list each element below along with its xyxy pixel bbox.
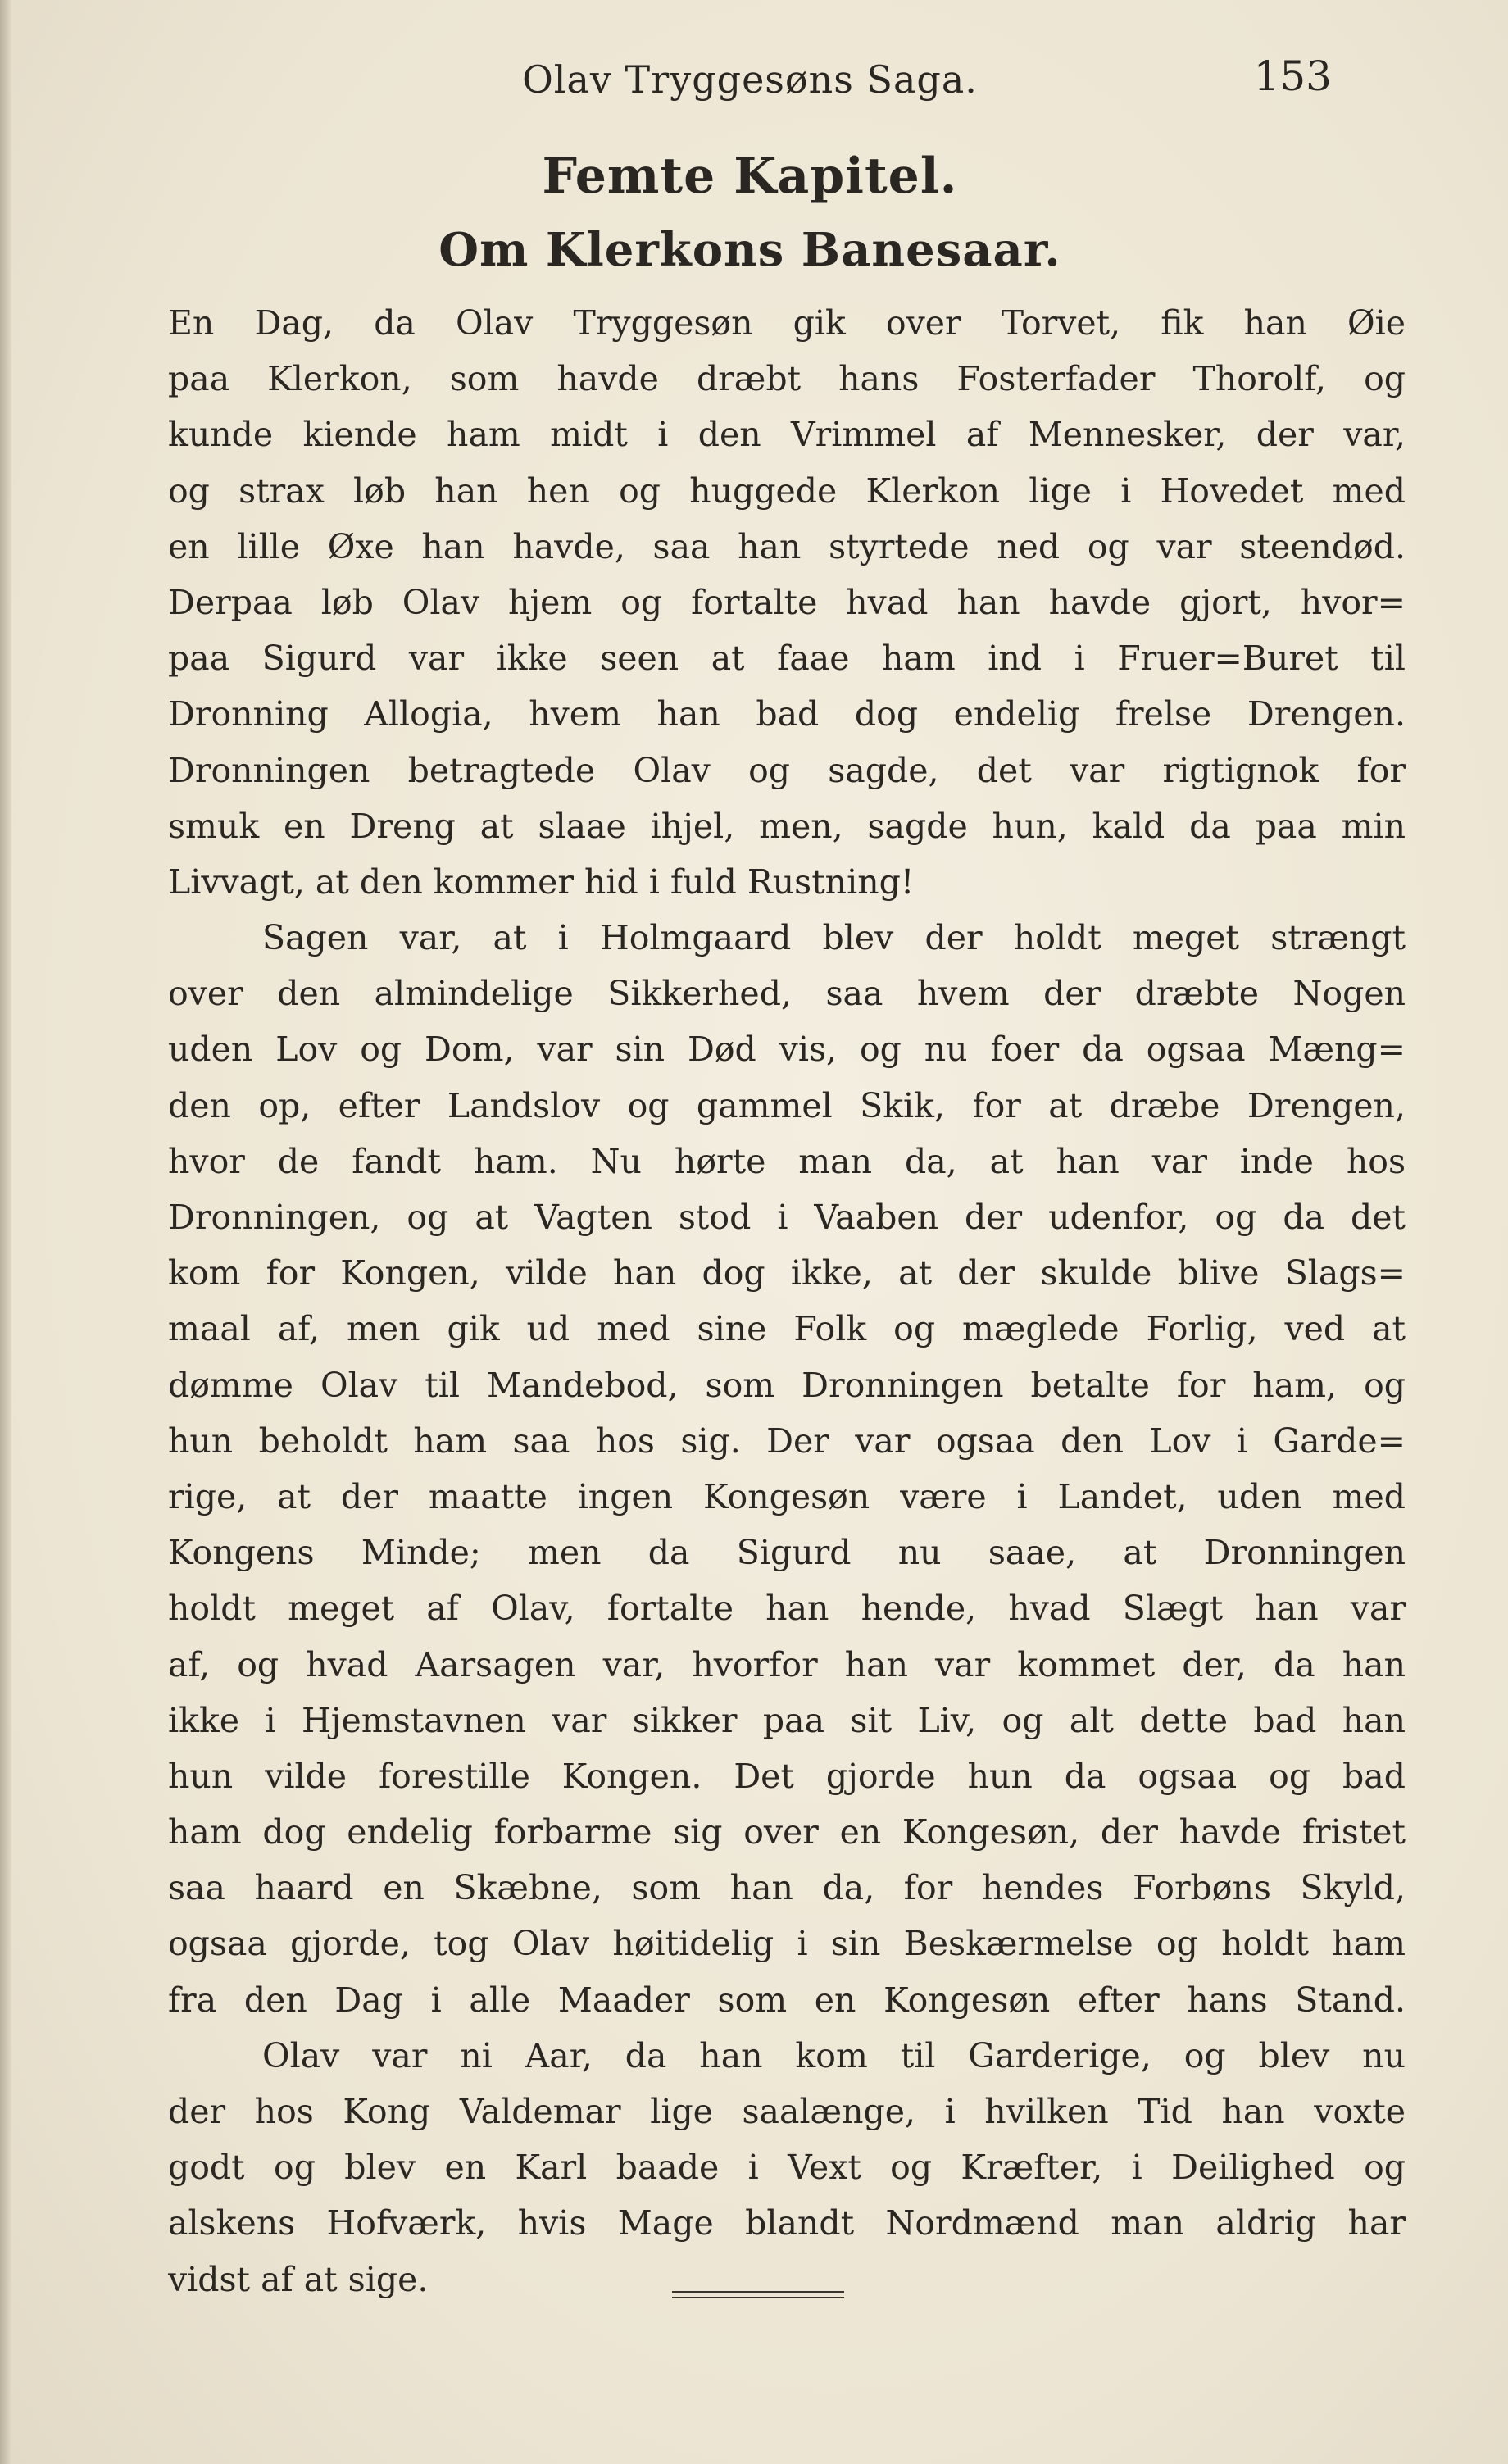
text-line: paa Klerkon, som havde dræbt hans Fosterfader Thorolf, og (168, 359, 1406, 399)
text-line: rige, at der maatte ingen Kongesøn være i Landet, uden med (168, 1476, 1406, 1516)
text-line: kom for Kongen, vilde han dog ikke, at der skulde blive Slags= (168, 1253, 1406, 1293)
text-line: der hos Kong Valdemar lige saalænge, i hvilken Tid han voxte (168, 2092, 1406, 2131)
text-line: en lille Øxe han havde, saa han styrtede ned og var steendød. (168, 526, 1406, 566)
text-line: og strax løb han hen og huggede Klerkon lige i Hovedet med (168, 471, 1406, 511)
text-line: En Dag, da Olav Tryggesøn gik over Torvet, fik han Øie (168, 303, 1406, 343)
text-line: kunde kiende ham midt i den Vrimmel af Mennesker, der var, (168, 415, 1406, 455)
text-line: Dronningen, og at Vagten stod i Vaaben der udenfor, og da det (168, 1198, 1406, 1237)
text-line: ikke i Hjemstavnen var sikker paa sit Liv, og alt dette bad han (168, 1700, 1406, 1740)
page-number: 153 (1253, 52, 1332, 100)
text-line: hun vilde forestille Kongen. Det gjorde hun da ogsaa og bad (168, 1756, 1406, 1796)
body-text (168, 295, 1406, 2307)
binding-edge (0, 0, 11, 2464)
text-line: hvor de fandt ham. Nu hørte man da, at han var inde hos (168, 1141, 1406, 1181)
text-line: Dronningen betragtede Olav og sagde, det var rigtignok for (168, 750, 1406, 790)
text-line: den op, efter Landslov og gammel Skik, for at dræbe Drengen, (168, 1085, 1406, 1125)
chapter-subtitle: Om Klerkons Banesaar. (438, 223, 1061, 277)
chapter-title: Femte Kapitel. (542, 148, 958, 205)
closing-rule (672, 2291, 844, 2298)
text-line: vidst af at sige. (168, 2259, 429, 2299)
text-line: Kongens Minde; men da Sigurd nu saae, at Dronningen (168, 1533, 1406, 1573)
text-line: smuk en Dreng at slaae ihjel, men, sagde hun, kald da paa min (168, 806, 1406, 846)
text-line: maal af, men gik ud med sine Folk og mæglede Forlig, ved at (168, 1309, 1406, 1349)
text-line: alskens Hofværk, hvis Mage blandt Nordmænd man aldrig har (168, 2203, 1406, 2244)
text-line: godt og blev en Karl baade i Vext og Kræfter, i Deilighed og (168, 2148, 1406, 2188)
text-line: Dronning Allogia, hvem han bad dog endelig frelse Drengen. (168, 694, 1406, 734)
text-line: saa haard en Skæbne, som han da, for hendes Forbøns Skyld, (168, 1868, 1406, 1908)
text-line: ogsaa gjorde, tog Olav høitidelig i sin Beskærmelse og holdt ham (168, 1924, 1406, 1964)
text-line: uden Lov og Dom, var sin Død vis, og nu foer da ogsaa Mæng= (168, 1030, 1406, 1070)
text-line: over den almindelige Sikkerhed, saa hvem der dræbte Nogen (168, 974, 1406, 1014)
text-line: Derpaa løb Olav hjem og fortalte hvad han havde gjort, hvor= (168, 582, 1406, 622)
text-line: hun beholdt ham saa hos sig. Der var ogsaa den Lov i Garde= (168, 1421, 1406, 1461)
text-line: holdt meget af Olav, fortalte han hende, hvad Slægt han var (168, 1589, 1406, 1629)
text-line: af, og hvad Aarsagen var, hvorfor han var kommet der, da han (168, 1644, 1406, 1684)
text-line: Olav var ni Aar, da han kom til Garderige, og blev nu (262, 2035, 1406, 2075)
text-line: Livvagt, at den kommer hid i fuld Rustning! (168, 861, 915, 902)
text-line: paa Sigurd var ikke seen at faae ham ind i Fruer=Buret til (168, 639, 1406, 679)
text-line: dømme Olav til Mandebod, som Dronningen betalte for ham, og (168, 1365, 1406, 1405)
text-line: ham dog endelig forbarme sig over en Kongesøn, der havde fristet (168, 1812, 1406, 1853)
running-head (168, 52, 1332, 107)
text-line: Sagen var, at i Holmgaard blev der holdt meget strængt (262, 918, 1406, 958)
running-title: Olav Tryggesøns Saga. (522, 57, 978, 102)
text-line: fra den Dag i alle Maader som en Kongesøn efter hans Stand. (168, 1980, 1406, 2020)
